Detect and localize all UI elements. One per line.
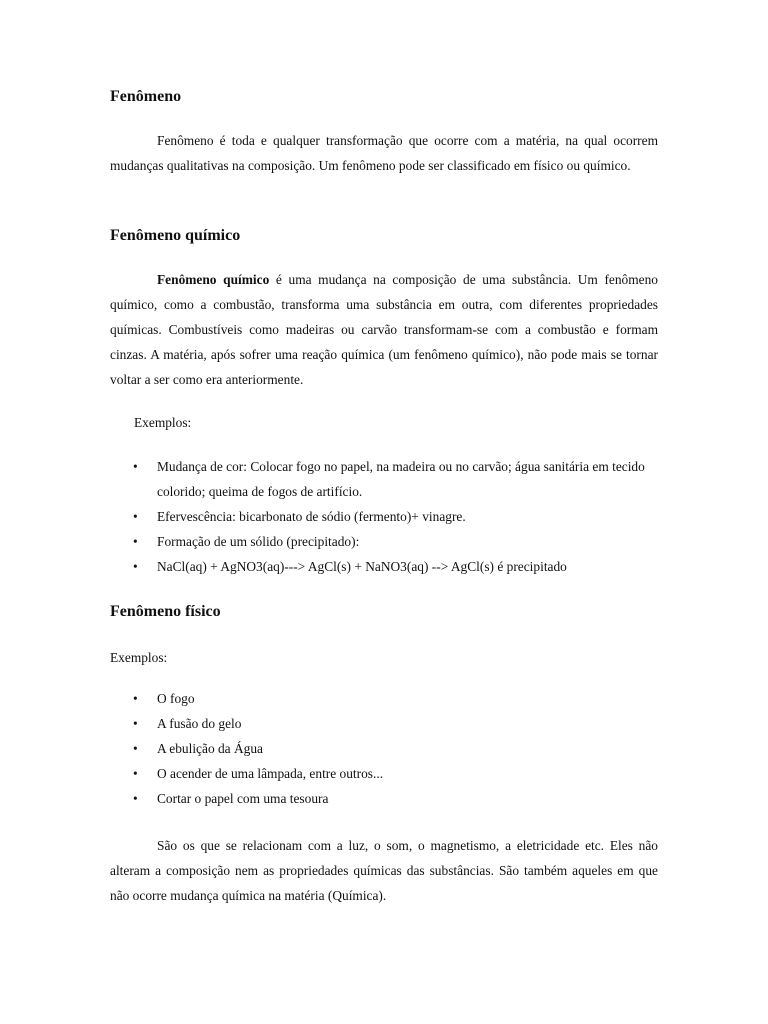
- list-item-text: O fogo: [157, 691, 195, 706]
- heading-fenomeno: Fenômeno: [110, 88, 182, 105]
- bullet-icon: •: [133, 509, 138, 524]
- bullet-icon: •: [133, 791, 138, 806]
- list-item: [110, 736, 658, 761]
- list-item: [110, 454, 658, 504]
- bullet-icon: •: [133, 741, 138, 756]
- list-item-text: Formação de um sólido (precipitado):: [157, 534, 360, 549]
- heading-fenomeno-quimico: Fenômeno químico: [110, 227, 241, 244]
- list-item-text: Mudança de cor: Colocar fogo no papel, na madeira ou no carvão; água sanitária em tecido colorido; queima de fogos de artifício.: [157, 459, 645, 499]
- list-item: [110, 786, 658, 811]
- bullet-icon: •: [133, 534, 138, 549]
- list-examples-quimico: [110, 454, 658, 579]
- list-item-text: Efervescência: bicarbonato de sódio (fermento)+ vinagre.: [157, 509, 466, 524]
- list-item: [110, 761, 658, 786]
- bullet-icon: •: [133, 716, 138, 731]
- list-item: [110, 554, 658, 579]
- bullet-icon: •: [133, 691, 138, 706]
- paragraph-fenomeno: Fenômeno é toda e qualquer transformação que ocorre com a matéria, na qual ocorrem mudanças qualitativas na composição. Um fenômeno pode ser classificado em físico ou químico.: [110, 133, 658, 173]
- paragraph-fenomeno-fisico: São os que se relacionam com a luz, o som, o magnetismo, a eletricidade etc. Eles não alteram a composição nem as propriedades químicas das substâncias. São também aqueles em que não ocorre mudança química na matéria (Química).: [110, 838, 658, 903]
- list-item: [110, 711, 658, 736]
- list-item-text: Cortar o papel com uma tesoura: [157, 791, 329, 806]
- list-item-text: O acender de uma lâmpada, entre outros...: [157, 766, 384, 781]
- paragraph-fenomeno-quimico: [110, 267, 658, 392]
- list-item: [110, 686, 658, 711]
- list-item-text: NaCl(aq) + AgNO3(aq)---> AgCl(s) + NaNO3(aq) --> AgCl(s) é precipitado: [157, 559, 567, 574]
- list-item-text: A fusão do gelo: [157, 716, 242, 731]
- heading-fenomeno-fisico: Fenômeno físico: [110, 603, 221, 620]
- list-examples-fisico: [110, 686, 658, 811]
- list-item: [110, 504, 658, 529]
- examples-label-fisico: Exemplos:: [110, 650, 168, 665]
- examples-label-quimico: Exemplos:: [134, 415, 192, 430]
- list-item-text: A ebulição da Água: [157, 741, 263, 756]
- bullet-icon: •: [133, 766, 138, 781]
- paragraph-bold-term: Fenômeno químico: [157, 272, 270, 287]
- bullet-icon: •: [133, 459, 138, 474]
- paragraph-body: é uma mudança na composição de uma substância. Um fenômeno químico, como a combustão, transforma uma substância em outra, com diferentes propriedades químicas. Combustíveis como madeiras ou carvão transformam-se com a combustão e formam cinzas. A matéria, após sofrer uma reação química (um fenômeno químico), não pode mais se tornar voltar a ser como era anteriormente.: [110, 272, 659, 387]
- list-item: [110, 529, 658, 554]
- bullet-icon: •: [133, 559, 138, 574]
